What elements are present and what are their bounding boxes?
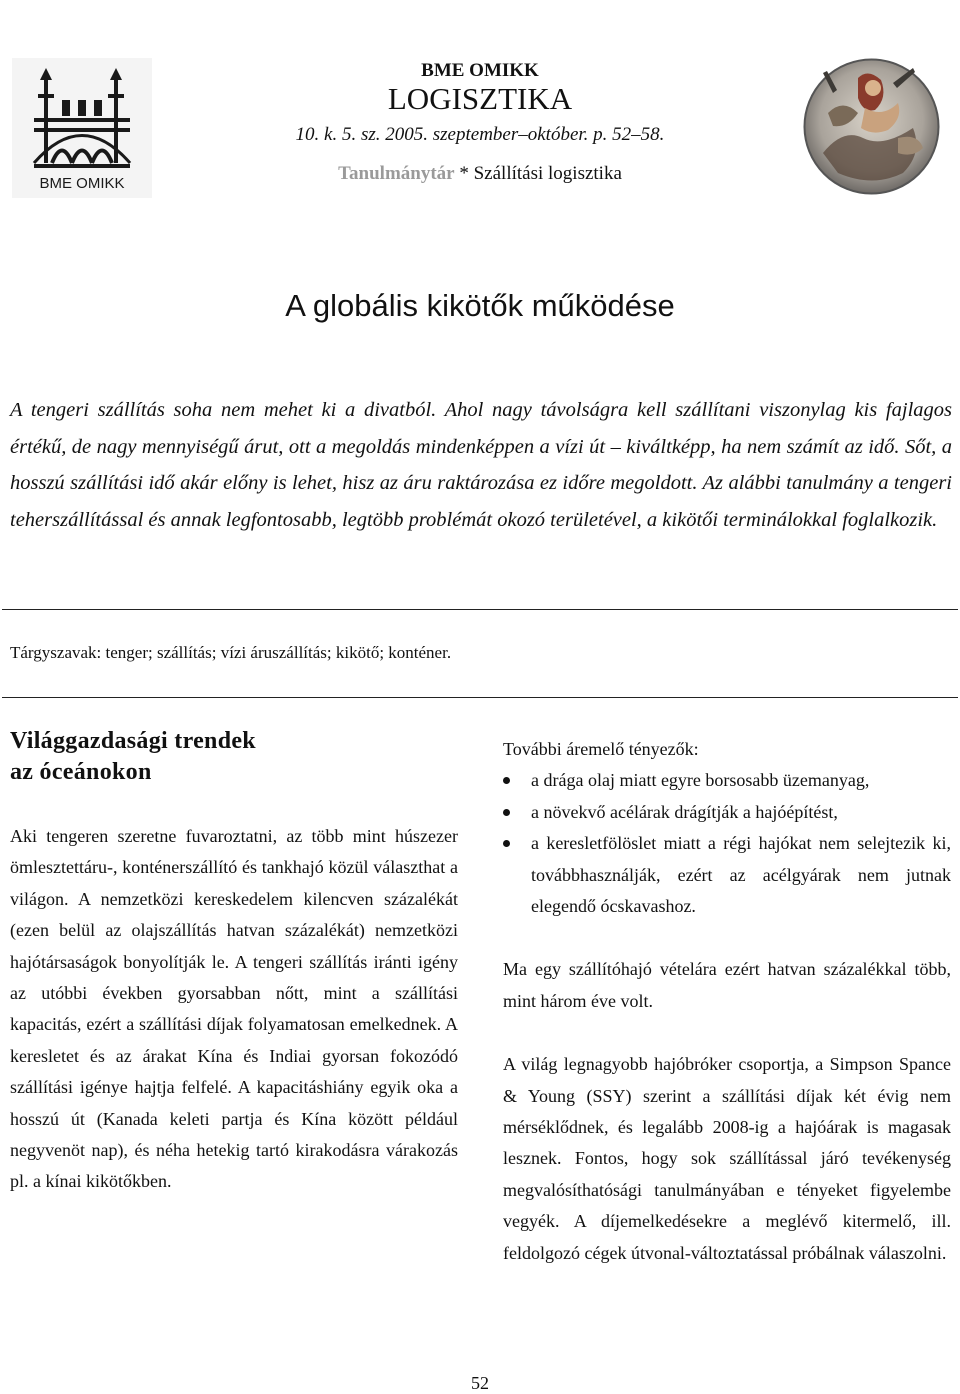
list-intro: További áremelő tényezők: — [503, 739, 699, 759]
issue-info: 10. k. 5. sz. 2005. szeptember–október. p. 52–58. — [295, 124, 665, 145]
body-paragraph: A világ legnagyobb hajóbróker csoportja, a Simpson Spance & Young (SSY) szerint a szállítási díjak két évig nem mérséklődnek, és legalább 2008-ig a hajóárak is magasak lesznek. Fontos, hogy sok szállítással járó tevékenység megvalósíthatósági tanulmányában e tényeket figyelembe vegyék. A díjemelkedésekre a meglévő kitermelő, ill. feldolgozó cégek útvonal-változtatással próbálnak válaszolni. — [503, 1054, 951, 1263]
section-heading-line2: az óceánokon — [10, 759, 152, 785]
mythological-figures-icon — [803, 58, 940, 195]
bme-omikk-logo — [12, 58, 152, 198]
divider — [2, 609, 958, 610]
bullet-icon — [503, 809, 510, 816]
bullet-list — [503, 765, 951, 922]
section-line — [170, 162, 790, 186]
list-item: a keresletfölöslet miatt a régi hajókat nem selejtezik ki, továbbhasználják, ezért az acélgyárak nem jutnak elegendő ócskavashoz. — [503, 828, 951, 922]
fresco-medallion — [803, 58, 940, 195]
section-name: Szállítási logisztika — [473, 163, 622, 184]
divider — [2, 697, 958, 698]
list-item: a növekvő acélárak drágítják a hajóépítést, — [503, 797, 951, 828]
section-grey: Tanulmánytár — [338, 163, 455, 184]
org-name: BME OMIKK — [421, 60, 539, 81]
journal-header — [170, 60, 790, 186]
page-number: 52 — [471, 1373, 489, 1393]
keywords: Tárgyszavak: tenger; szállítás; vízi áruszállítás; kikötő; konténer. — [10, 643, 452, 662]
journal-title: LOGISZTIKA — [387, 81, 573, 116]
body-paragraph: Aki tengeren szeretne fuvaroztatni, az több mint húszezer ömlesztettáru-, konténerszállító és tankhajó közül választhat a világon. A nemzetközi kereskedelem kilencven százalékát (ezen belül az olajszállítás hatvan százalékát) nemzetközi hajótársaságok bonyolítják le. A tengeri szállítás iránti igény az utóbbi években gyorsabban nőtt, mint a szállítási kapacitás, ezért a szállítási díjak folyamatosan emelkednek. A keresletet és az árakat Kína és Indiai gyorsan fokozódó szállítási igénye hajtja felfelé. A kapacitáshiány egyik oka a hosszú út (Kanada keleti partja és Kína között például negyvenöt nap), és néha hetekig tartó kirakodásra várakozás pl. a kínai kikötőkben. — [10, 826, 458, 1192]
svg-text:BME OMIKK: BME OMIKK — [39, 175, 125, 192]
bullet-icon — [503, 840, 510, 847]
left-column — [10, 726, 458, 1198]
right-column — [503, 734, 951, 1269]
section-star: * — [459, 163, 469, 184]
section-heading-line1: Világgazdasági trendek — [10, 728, 256, 754]
abstract: A tengeri szállítás soha nem mehet ki a divatból. Ahol nagy távolságra kell szállítani viszonylag kis fajlagos értékű, de nagy mennyiségű árut, ott a megoldás mindenképpen a vízi út – kiváltképp, ha nem számít az idő. Sőt, a hosszú szállítási idő akár előny is lehet, hisz az áru raktározása ez időre megoldott. Az alábbi tanulmány a tengeri teherszállítással és annak legfontosabb, legtöbb problémát okozó területével, a kikötői terminálokkal foglalkozik. — [10, 399, 952, 531]
building-logo-icon — [12, 58, 152, 198]
body-paragraph: Ma egy szállítóhajó vételára ezért hatvan százalékkal több, mint három éve volt. — [503, 959, 951, 1011]
section-heading — [10, 726, 458, 788]
article-title: A globális kikötők működése — [285, 288, 675, 323]
list-item: a drága olaj miatt egyre borsosabb üzemanyag, — [503, 765, 951, 796]
bullet-icon — [503, 777, 510, 784]
